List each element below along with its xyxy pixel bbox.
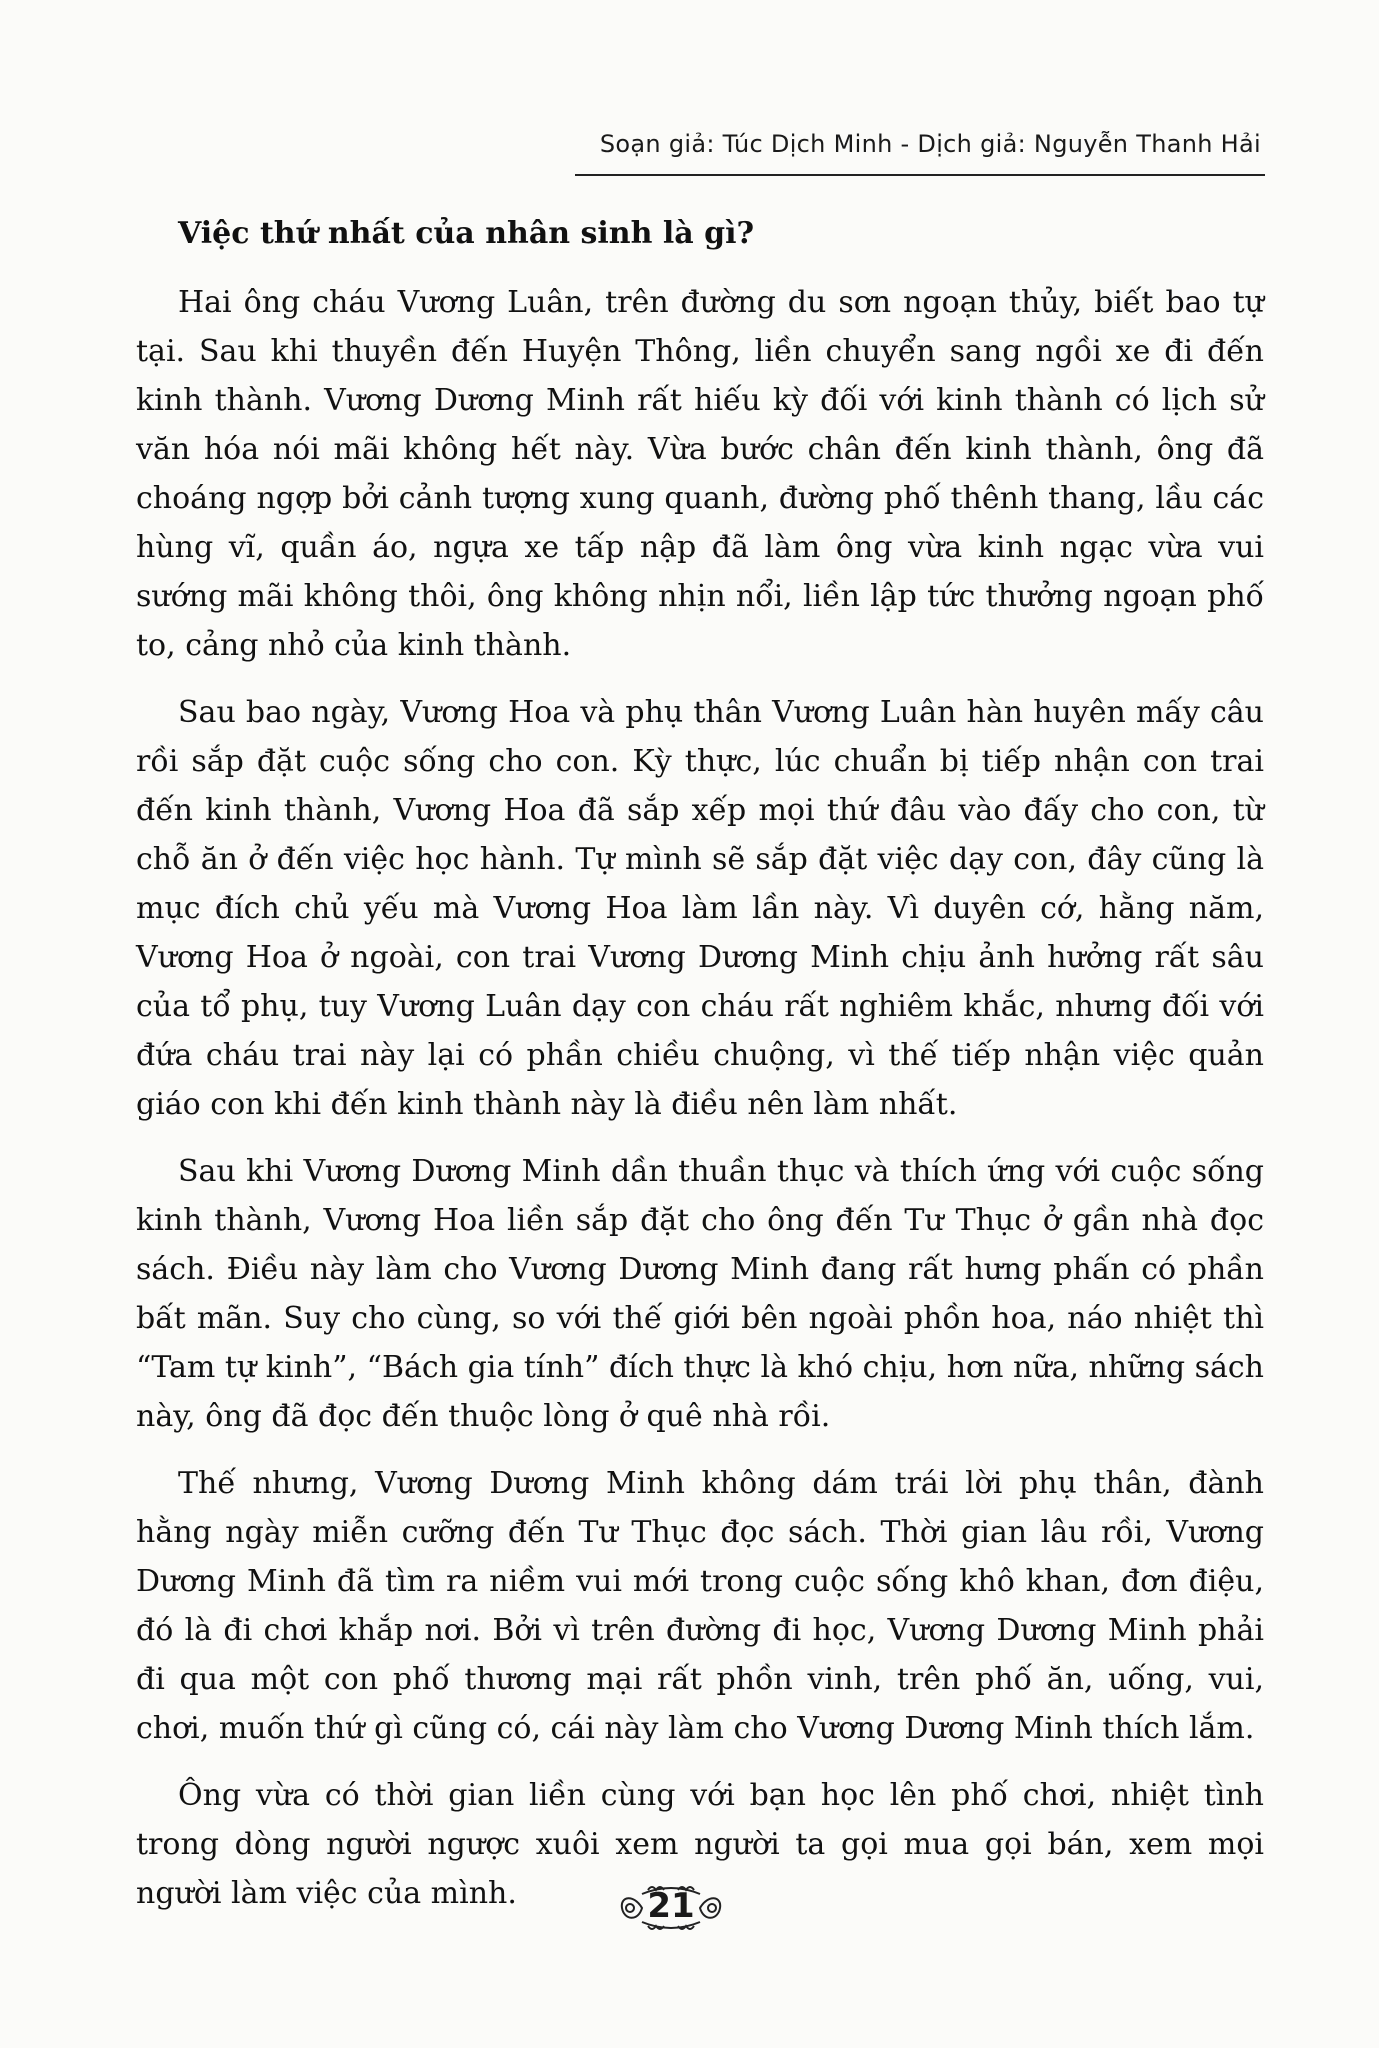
running-header: Soạn giả: Túc Dịch Minh - Dịch giả: Nguyễn Thanh Hải xyxy=(599,130,1261,158)
paragraph-5: Ông vừa có thời gian liền cùng với bạn học lên phố chơi, nhiệt tình trong dòng người ngược xuôi xem người ta gọi mua gọi bán, xem mọi người làm việc của mình. xyxy=(136,1778,1264,1911)
header-rule xyxy=(575,174,1265,176)
paragraph-2: Sau bao ngày, Vương Hoa và phụ thân Vương Luân hàn huyên mấy câu rồi sắp đặt cuộc sống cho con. Kỳ thực, lúc chuẩn bị tiếp nhận con trai đến kinh thành, Vương Hoa đã sắp xếp mọi thứ đâu vào đấy cho con, từ chỗ ăn ở đến việc học hành. Tự mình sẽ sắp đặt việc dạy con, đây cũng là mục đích chủ yếu mà Vương Hoa làm lần này. Vì duyên cớ, hằng năm, Vương Hoa ở ngoài, con trai Vương Dương Minh chịu ảnh hưởng rất sâu của tổ phụ, tuy Vương Luân dạy con cháu rất nghiêm khắc, nhưng đối với đứa cháu trai này lại có phần chiều chuộng, vì thế tiếp nhận việc quản giáo con khi đến kinh thành này là điều nên làm nhất. xyxy=(136,695,1264,1122)
page-number-ornament xyxy=(612,1880,730,1936)
page-body xyxy=(136,200,1264,1936)
page-number: 21 xyxy=(647,1886,695,1926)
paragraph-4: Thế nhưng, Vương Dương Minh không dám trái lời phụ thân, đành hằng ngày miễn cưỡng đến Tư Thục đọc sách. Thời gian lâu rồi, Vương Dương Minh đã tìm ra niềm vui mới trong cuộc sống khô khan, đơn điệu, đó là đi chơi khắp nơi. Bởi vì trên đường đi học, Vương Dương Minh phải đi qua một con phố thương mại rất phồn vinh, trên phố ăn, uống, vui, chơi, muốn thứ gì cũng có, cái này làm cho Vương Dương Minh thích lắm. xyxy=(136,1466,1264,1746)
section-heading: Việc thứ nhất của nhân sinh là gì? xyxy=(178,216,755,251)
paragraph-3: Sau khi Vương Dương Minh dần thuần thục và thích ứng với cuộc sống kinh thành, Vương Hoa liền sắp đặt cho ông đến Tư Thục ở gần nhà đọc sách. Điều này làm cho Vương Dương Minh đang rất hưng phấn có phần bất mãn. Suy cho cùng, so với thế giới bên ngoài phồn hoa, náo nhiệt thì “Tam tự kinh”, “Bách gia tính” đích thực là khó chịu, hơn nữa, những sách này, ông đã đọc đến thuộc lòng ở quê nhà rồi. xyxy=(136,1154,1264,1434)
paragraph-1: Hai ông cháu Vương Luân, trên đường du sơn ngoạn thủy, biết bao tự tại. Sau khi thuyền đến Huyện Thông, liền chuyển sang ngồi xe đi đến kinh thành. Vương Dương Minh rất hiếu kỳ đối với kinh thành có lịch sử văn hóa nói mãi không hết này. Vừa bước chân đến kinh thành, ông đã choáng ngợp bởi cảnh tượng xung quanh, đường phố thênh thang, lầu các hùng vĩ, quần áo, ngựa xe tấp nập đã làm ông vừa kinh ngạc vừa vui sướng mãi không thôi, ông không nhịn nổi, liền lập tức thưởng ngoạn phố to, cảng nhỏ của kinh thành. xyxy=(136,285,1264,663)
